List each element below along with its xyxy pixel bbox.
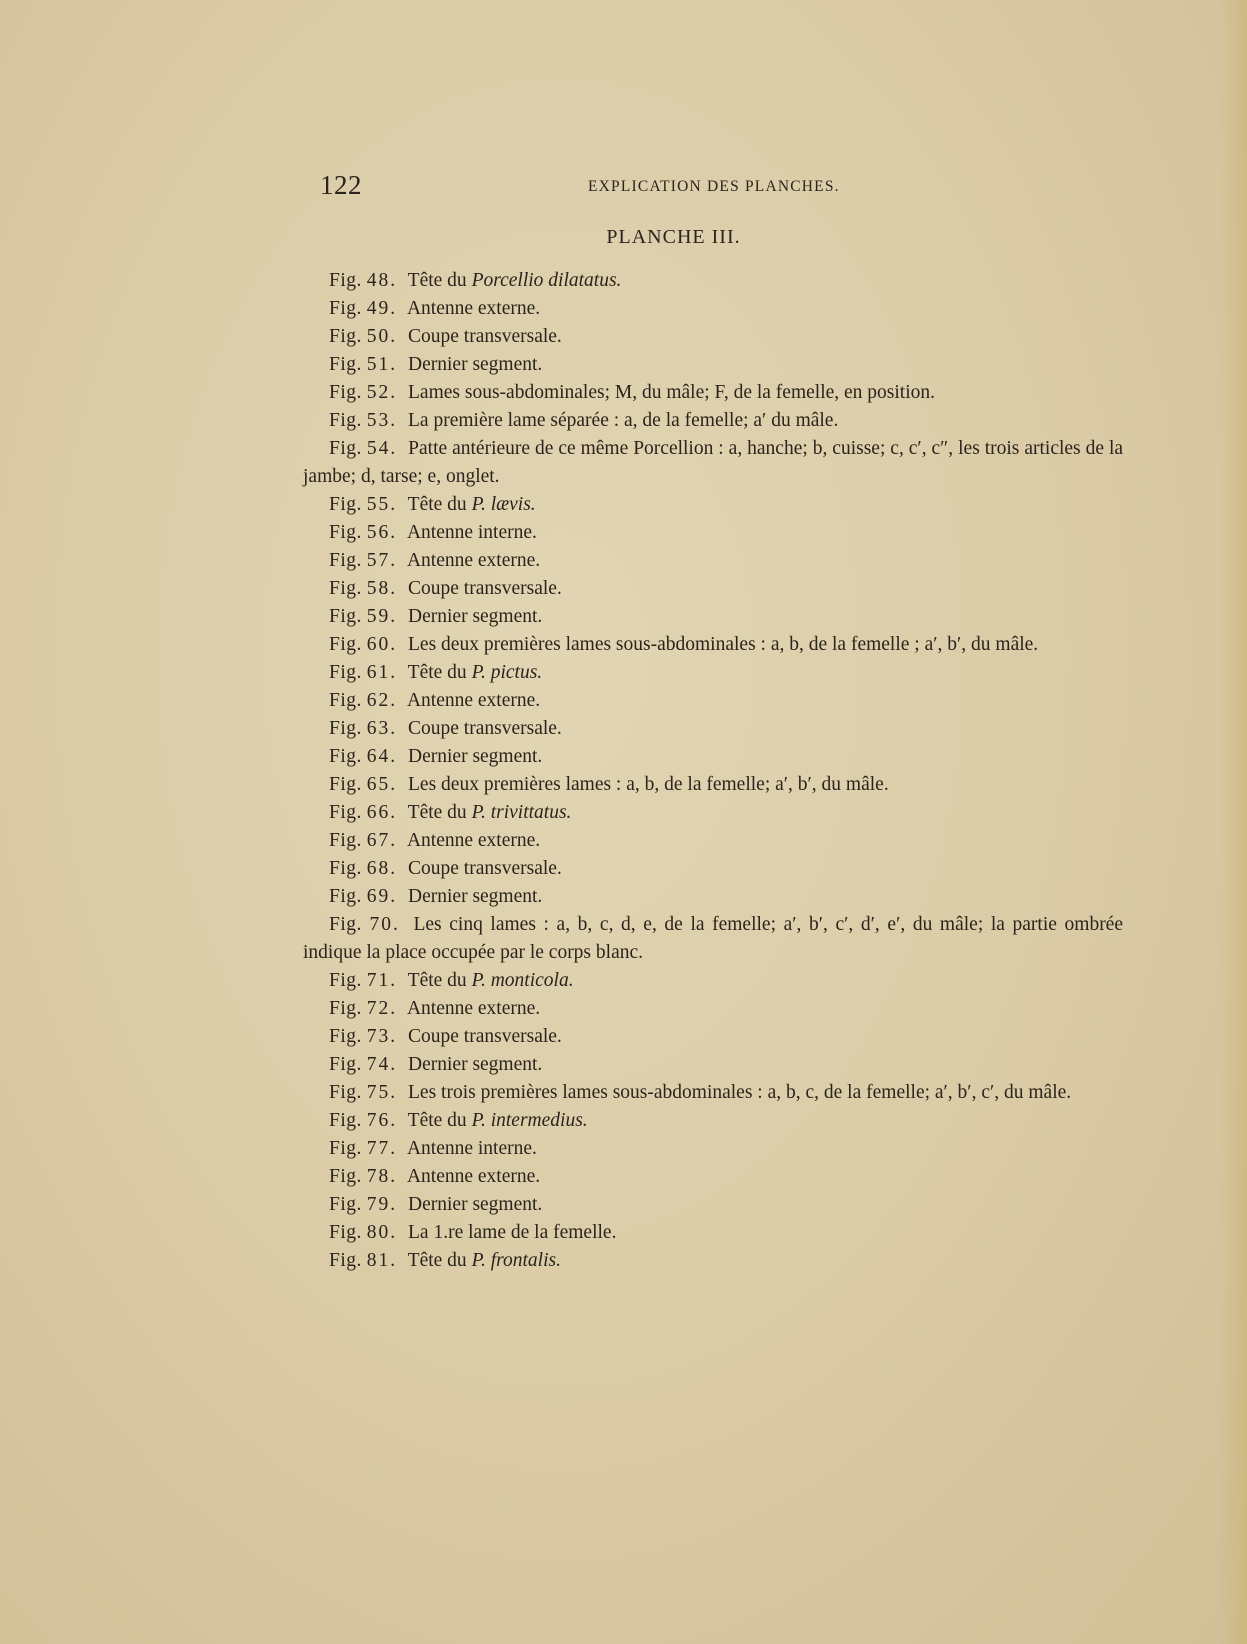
- figure-caption: Dernier segment.: [408, 606, 543, 627]
- figure-number: 64.: [366, 746, 398, 767]
- figure-label: Fig.: [329, 578, 362, 599]
- figure-entry: [303, 435, 1123, 491]
- figure-caption: Tête du: [407, 494, 472, 515]
- figure-caption: Tête du: [407, 1250, 472, 1271]
- figure-label: Fig.: [329, 354, 362, 375]
- figure-entry: [303, 883, 1123, 911]
- figure-number: 59.: [366, 606, 398, 627]
- figure-entry: [303, 911, 1123, 967]
- figure-caption: Coupe transversale.: [408, 578, 562, 599]
- figure-caption: Tête du: [407, 662, 472, 683]
- species-name: P. lævis.: [471, 494, 536, 515]
- figure-caption: Antenne externe.: [406, 298, 541, 319]
- figure-caption: Antenne externe.: [406, 550, 541, 571]
- figure-label: Fig.: [329, 690, 362, 711]
- figure-caption: Les cinq lames : a, b, c, d, e, de la femelle; a′, b′, c′, d′, e′, du mâle; la partie ombrée indique la place occupée par le corps blanc.: [303, 914, 1123, 963]
- figure-number: 74.: [366, 1054, 398, 1075]
- figure-entry: [303, 407, 1123, 435]
- figure-label: Fig.: [329, 1026, 362, 1047]
- figure-caption: La première lame séparée : a, de la femelle; a′ du mâle.: [408, 410, 839, 431]
- figure-number: 76.: [366, 1110, 398, 1131]
- figure-entry: [303, 267, 1123, 295]
- figure-caption: La 1.re lame de la femelle.: [408, 1222, 617, 1243]
- figure-number: 71.: [366, 970, 398, 991]
- figure-caption: Dernier segment.: [408, 354, 543, 375]
- figure-entry: [303, 827, 1123, 855]
- figure-number: 63.: [366, 718, 398, 739]
- figure-number: 58.: [366, 578, 398, 599]
- figure-caption: Tête du: [407, 1110, 472, 1131]
- figure-label: Fig.: [329, 746, 362, 767]
- figure-entry: [303, 743, 1123, 771]
- figure-number: 77.: [366, 1138, 398, 1159]
- figure-caption: Coupe transversale.: [408, 858, 562, 879]
- figure-label: Fig.: [329, 1110, 362, 1131]
- figure-number: 72.: [366, 998, 398, 1019]
- plate-title: PLANCHE III.: [606, 226, 741, 248]
- figure-caption: Dernier segment.: [408, 886, 543, 907]
- figure-label: Fig.: [329, 830, 362, 851]
- species-name: P. trivittatus.: [471, 802, 572, 823]
- figure-entry: [303, 659, 1123, 687]
- figure-caption: Antenne interne.: [406, 1138, 537, 1159]
- figure-label: Fig.: [329, 522, 362, 543]
- figure-number: 66.: [366, 802, 398, 823]
- figure-entry: [303, 603, 1123, 631]
- figure-entry: [303, 1191, 1123, 1219]
- figure-label: Fig.: [329, 970, 362, 991]
- figure-caption: Les deux premières lames : a, b, de la femelle; a′, b′, du mâle.: [408, 774, 889, 795]
- figure-number: 75.: [366, 1082, 398, 1103]
- figure-label: Fig.: [329, 382, 362, 403]
- figure-entry: [303, 575, 1123, 603]
- figure-label: Fig.: [329, 494, 362, 515]
- figure-label: Fig.: [329, 858, 362, 879]
- figure-caption: Coupe transversale.: [408, 326, 562, 347]
- figure-number: 60.: [366, 634, 398, 655]
- figure-number: 78.: [366, 1166, 398, 1187]
- figure-number: 80.: [366, 1222, 398, 1243]
- figure-caption: Antenne externe.: [406, 690, 541, 711]
- figure-number: 50.: [366, 326, 398, 347]
- figure-number: 67.: [366, 830, 398, 851]
- figure-entry: [303, 519, 1123, 547]
- section-header: EXPLICATION DES PLANCHES.: [588, 178, 840, 195]
- figure-caption: Dernier segment.: [408, 1194, 543, 1215]
- figure-caption: Coupe transversale.: [408, 718, 562, 739]
- figure-entry: [303, 491, 1123, 519]
- figure-label: Fig.: [329, 1054, 362, 1075]
- figure-number: 57.: [366, 550, 398, 571]
- figure-entry: [303, 771, 1123, 799]
- figure-entry: [303, 295, 1123, 323]
- figure-number: 68.: [366, 858, 398, 879]
- figure-number: 79.: [366, 1194, 398, 1215]
- figure-entry: [303, 547, 1123, 575]
- species-name: P. intermedius.: [471, 1110, 588, 1131]
- figure-entry: [303, 1051, 1123, 1079]
- figure-entry: [303, 1247, 1123, 1275]
- figure-label: Fig.: [329, 326, 362, 347]
- figure-caption: Antenne interne.: [406, 522, 537, 543]
- figure-label: Fig.: [329, 718, 362, 739]
- figure-caption: Lames sous-abdominales; M, du mâle; F, de la femelle, en position.: [408, 382, 936, 403]
- figure-caption: Les trois premières lames sous-abdominales : a, b, c, de la femelle; a′, b′, c′, du mâle.: [408, 1082, 1072, 1103]
- figure-label: Fig.: [329, 438, 362, 459]
- figure-entry: [303, 1219, 1123, 1247]
- figure-number: 53.: [366, 410, 398, 431]
- figure-caption: Antenne externe.: [406, 1166, 541, 1187]
- figure-label: Fig.: [329, 914, 362, 935]
- figure-label: Fig.: [329, 1250, 362, 1271]
- figure-label: Fig.: [329, 410, 362, 431]
- figure-caption: Dernier segment.: [408, 1054, 543, 1075]
- figure-entry: [303, 995, 1123, 1023]
- figure-number: 49.: [366, 298, 398, 319]
- figure-number: 61.: [366, 662, 398, 683]
- figure-label: Fig.: [329, 774, 362, 795]
- figure-label: Fig.: [329, 662, 362, 683]
- figure-entry: [303, 379, 1123, 407]
- figure-entry: [303, 1023, 1123, 1051]
- figure-number: 55.: [366, 494, 398, 515]
- figure-entry: [303, 1163, 1123, 1191]
- figure-caption: Tête du: [407, 802, 472, 823]
- figure-label: Fig.: [329, 298, 362, 319]
- figure-number: 54.: [366, 438, 398, 459]
- figure-entry: [303, 1079, 1123, 1107]
- figure-caption: Dernier segment.: [408, 746, 543, 767]
- figure-number: 73.: [366, 1026, 398, 1047]
- figure-label: Fig.: [329, 998, 362, 1019]
- figure-list: [303, 267, 1123, 1275]
- figure-caption: Antenne externe.: [406, 830, 541, 851]
- species-name: P. pictus.: [471, 662, 543, 683]
- figure-label: Fig.: [329, 886, 362, 907]
- figure-entry: [303, 799, 1123, 827]
- figure-caption: Coupe transversale.: [408, 1026, 562, 1047]
- figure-caption: Patte antérieure de ce même Porcellion : a, hanche; b, cuisse; c, c′, c″, les trois articles de la jambe; d, tarse; e, onglet.: [303, 438, 1124, 487]
- species-name: Porcellio dilatatus.: [471, 270, 622, 291]
- figure-label: Fig.: [329, 802, 362, 823]
- figure-number: 56.: [366, 522, 398, 543]
- figure-entry: [303, 631, 1123, 659]
- figure-number: 65.: [366, 774, 398, 795]
- figure-number: 48.: [366, 270, 398, 291]
- figure-label: Fig.: [329, 550, 362, 571]
- figure-number: 70.: [369, 914, 400, 935]
- figure-label: Fig.: [329, 1082, 362, 1103]
- figure-entry: [303, 351, 1123, 379]
- figure-label: Fig.: [329, 270, 362, 291]
- figure-label: Fig.: [329, 1222, 362, 1243]
- figure-label: Fig.: [329, 1194, 362, 1215]
- figure-label: Fig.: [329, 634, 362, 655]
- figure-label: Fig.: [329, 1138, 362, 1159]
- figure-caption: Les deux premières lames sous-abdominales : a, b, de la femelle ; a′, b′, du mâle.: [408, 634, 1039, 655]
- figure-number: 62.: [366, 690, 398, 711]
- figure-number: 51.: [366, 354, 398, 375]
- figure-entry: [303, 855, 1123, 883]
- figure-caption: Antenne externe.: [406, 998, 541, 1019]
- figure-number: 69.: [366, 886, 398, 907]
- page-number: 122: [320, 170, 362, 200]
- figure-caption: Tête du: [407, 970, 472, 991]
- figure-entry: [303, 715, 1123, 743]
- figure-entry: [303, 1135, 1123, 1163]
- species-name: P. monticola.: [471, 970, 574, 991]
- figure-entry: [303, 1107, 1123, 1135]
- figure-caption: Tête du: [407, 270, 472, 291]
- figure-entry: [303, 687, 1123, 715]
- species-name: P. frontalis.: [471, 1250, 561, 1271]
- figure-label: Fig.: [329, 606, 362, 627]
- figure-number: 52.: [366, 382, 398, 403]
- figure-entry: [303, 323, 1123, 351]
- running-head: [320, 170, 1080, 200]
- figure-number: 81.: [366, 1250, 398, 1271]
- figure-label: Fig.: [329, 1166, 362, 1187]
- figure-entry: [303, 967, 1123, 995]
